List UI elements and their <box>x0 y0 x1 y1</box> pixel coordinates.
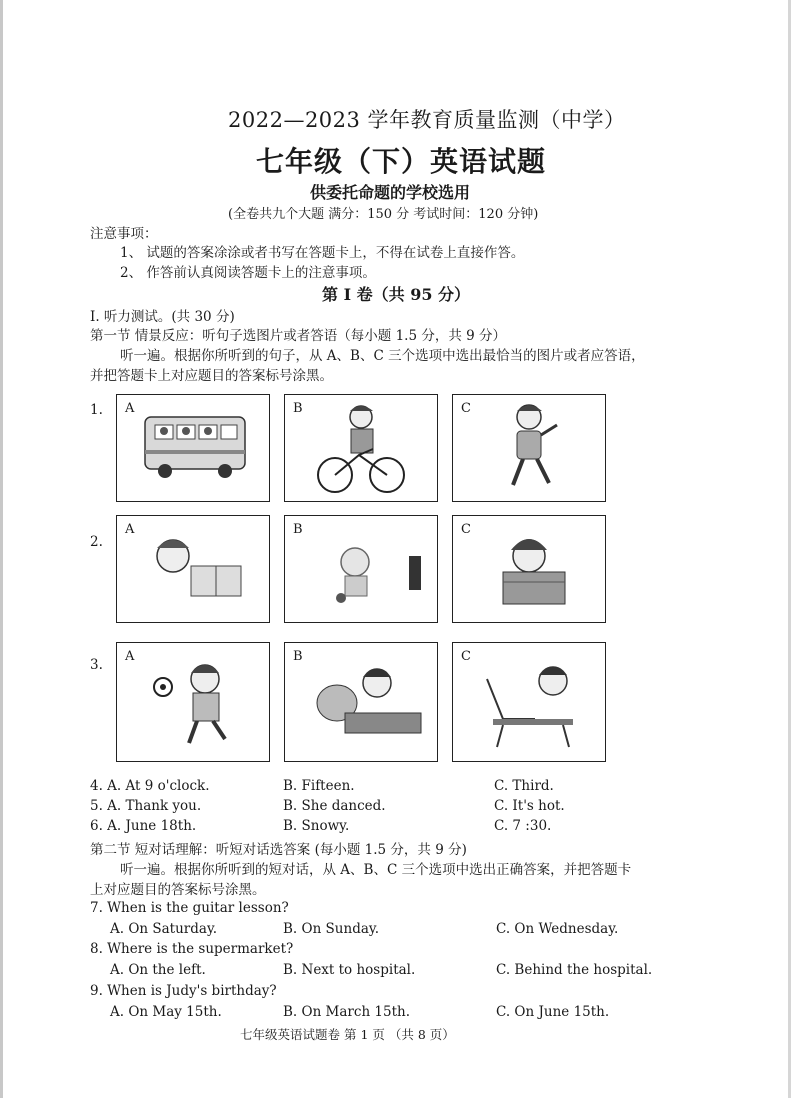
q1-option-c[interactable] <box>452 394 606 502</box>
notice-item-1: 1、 试题的答案凃涂或者书写在答题卡上，不得在试卷上直接作答。 <box>120 245 525 261</box>
q8-option-a[interactable]: A. On the left. <box>110 962 206 978</box>
q8-option-c[interactable]: C. Behind the hospital. <box>496 962 653 978</box>
q7-option-b[interactable]: B. On Sunday. <box>283 921 380 937</box>
option-label: B <box>293 401 303 416</box>
question-number: 2. <box>90 534 103 550</box>
part2-instruction-line1: 听一遍。根据你所听到的短对话，从 A、B、C 三个选项中选出正确答案，并把答题卡 <box>120 862 632 878</box>
volume-title: 第 I 卷（共 95 分） <box>322 285 471 304</box>
boy-walking-picture <box>453 395 605 501</box>
scan-edge-left <box>0 0 3 1098</box>
q9-option-c[interactable]: C. On June 15th. <box>496 1004 610 1020</box>
part1-instruction-line2: 并把答题卡上对应题目的答案标号涂黑。 <box>90 368 333 384</box>
question-number: 3. <box>90 657 103 673</box>
q5-option-b[interactable]: B. She danced. <box>283 798 386 814</box>
option-label: A <box>125 522 135 537</box>
q1-option-b[interactable] <box>284 394 438 502</box>
q6-option-a[interactable]: 6. A. June 18th. <box>90 818 197 834</box>
option-label: C <box>461 649 471 664</box>
page-footer: 七年级英语试题卷 第 1 页 （共 8 页） <box>240 1027 455 1042</box>
option-label: B <box>293 649 303 664</box>
part1-instruction-line1: 听一遍。根据你所听到的句子，从 A、B、C 三个选项中选出最恰当的图片或者应答语， <box>120 348 645 364</box>
boy-playing-ping-pong-picture <box>285 643 437 761</box>
q5-option-a[interactable]: 5. A. Thank you. <box>90 798 202 814</box>
question-number: 1. <box>90 402 103 418</box>
option-label: B <box>293 522 303 537</box>
school-bus-picture <box>117 395 269 501</box>
q8-stem: 8. Where is the supermarket? <box>90 941 294 957</box>
q3-option-c[interactable] <box>452 642 606 762</box>
q4-option-a[interactable]: 4. A. At 9 o'clock. <box>90 778 210 794</box>
q2-option-a[interactable] <box>116 515 270 623</box>
part1-heading: 第一节 情景反应：听句子选图片或者答语（每小题 1.5 分，共 9 分） <box>90 328 507 344</box>
q7-option-c[interactable]: C. On Wednesday. <box>496 921 619 937</box>
option-label: A <box>125 649 135 664</box>
notice-heading: 注意事项： <box>90 226 158 242</box>
q9-option-a[interactable]: A. On May 15th. <box>110 1004 222 1020</box>
title-subject: 七年级（下）英语试题 <box>256 145 547 178</box>
q5-option-c[interactable]: C. It's hot. <box>494 798 565 814</box>
title-note: 供委托命题的学校选用 <box>310 183 471 202</box>
boy-using-computer-picture <box>453 643 605 761</box>
boy-with-book-picture <box>453 516 605 622</box>
title-year: 2022—2023 学年教育质量监测（中学） <box>228 108 626 132</box>
option-label: C <box>461 522 471 537</box>
q6-option-c[interactable]: C. 7 :30. <box>494 818 552 834</box>
q3-option-b[interactable] <box>284 642 438 762</box>
q1-option-a[interactable] <box>116 394 270 502</box>
q4-option-c[interactable]: C. Third. <box>494 778 554 794</box>
notice-item-2: 2、 作答前认真阅读答题卡上的注意事项。 <box>120 265 376 281</box>
part2-instruction-line2: 上对应题目的答案标号涂黑。 <box>90 882 266 898</box>
q8-option-b[interactable]: B. Next to hospital. <box>283 962 416 978</box>
boy-playing-soccer-picture <box>117 643 269 761</box>
q9-option-b[interactable]: B. On March 15th. <box>283 1004 411 1020</box>
part2-heading: 第二节 短对话理解：听短对话选答案 (每小题 1.5 分，共 9 分) <box>90 842 467 858</box>
q3-option-a[interactable] <box>116 642 270 762</box>
q7-option-a[interactable]: A. On Saturday. <box>110 921 218 937</box>
boy-reading-picture <box>117 516 269 622</box>
q6-option-b[interactable]: B. Snowy. <box>283 818 350 834</box>
q9-stem: 9. When is Judy's birthday? <box>90 983 277 999</box>
boy-riding-bicycle-picture <box>285 395 437 501</box>
option-label: A <box>125 401 135 416</box>
q2-option-c[interactable] <box>452 515 606 623</box>
section-heading: I. 听力测试。(共 30 分) <box>90 309 235 325</box>
q7-stem: 7. When is the guitar lesson? <box>90 900 289 916</box>
q2-option-b[interactable] <box>284 515 438 623</box>
option-label: C <box>461 401 471 416</box>
exam-info: (全卷共九个大题 满分：150 分 考试时间：120 分钟) <box>228 207 539 222</box>
boy-playing-games-picture <box>285 516 437 622</box>
q4-option-b[interactable]: B. Fifteen. <box>283 778 355 794</box>
